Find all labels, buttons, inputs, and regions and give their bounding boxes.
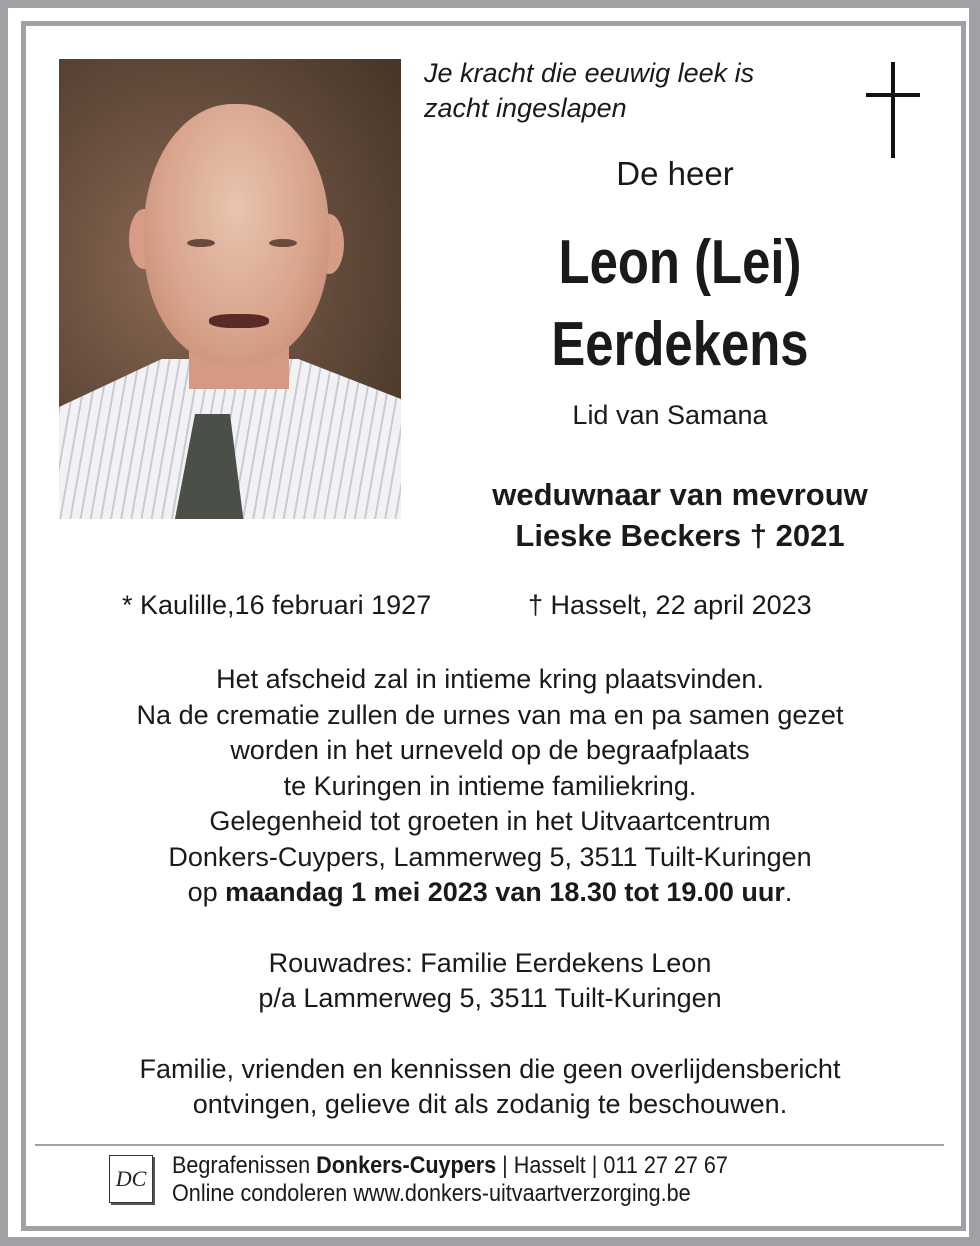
birth-info: * Kaulille,16 februari 1927 bbox=[122, 590, 432, 620]
funeral-home-footer bbox=[172, 1152, 728, 1208]
epigraph-line: zacht ingeslapen bbox=[424, 93, 627, 123]
funeral-home-logo: DC bbox=[109, 1155, 153, 1203]
visit-prefix: op bbox=[187, 877, 226, 907]
footer-prefix: Begrafenissen bbox=[172, 1152, 317, 1179]
footer-line-1 bbox=[172, 1152, 728, 1180]
photo-mouth bbox=[209, 314, 269, 328]
death-info: † Hasselt, 22 april 2023 bbox=[528, 590, 812, 620]
widower-line: Lieske Beckers † 2021 bbox=[515, 518, 845, 553]
text-line: te Kuringen in intieme familiekring. bbox=[283, 770, 697, 801]
salutation: De heer bbox=[616, 155, 734, 192]
visit-line bbox=[40, 875, 940, 911]
widower-of bbox=[420, 474, 940, 556]
visit-suffix: . bbox=[784, 877, 793, 907]
footer-company: Donkers-Cuypers bbox=[316, 1152, 497, 1179]
portrait-photo bbox=[59, 59, 401, 519]
name-line: Leon (Lei) bbox=[558, 228, 802, 297]
name-line: Eerdekens bbox=[551, 310, 809, 379]
footer-website[interactable]: Online condoleren www.donkers-uitvaartverzorging.be bbox=[172, 1180, 691, 1207]
cross-icon bbox=[866, 93, 920, 97]
epigraph bbox=[424, 56, 754, 126]
text-line: Na de crematie zullen de urnes van ma en pa samen gezet bbox=[136, 699, 844, 730]
mourning-address: Rouwadres: Familie Eerdekens Leon bbox=[268, 947, 712, 978]
membership: Lid van Samana bbox=[572, 400, 768, 430]
cross-icon bbox=[891, 62, 895, 158]
epigraph-line: Je kracht die eeuwig leek is bbox=[424, 58, 755, 88]
text-line: Gelegenheid tot groeten in het Uitvaartcentrum bbox=[209, 806, 771, 836]
text-line: worden in het urneveld op de begraafplaats bbox=[230, 735, 750, 765]
announcement-text bbox=[40, 662, 940, 1123]
closing-line: Familie, vrienden en kennissen die geen overlijdensbericht bbox=[139, 1053, 841, 1084]
divider bbox=[35, 1144, 944, 1146]
photo-eye bbox=[269, 239, 297, 247]
photo-eye bbox=[187, 239, 215, 247]
mourning-address: p/a Lammerweg 5, 3511 Tuilt-Kuringen bbox=[258, 983, 722, 1013]
widower-line: weduwnaar van mevrouw bbox=[492, 477, 868, 512]
footer-contact: | Hasselt | 011 27 27 67 bbox=[496, 1152, 728, 1179]
closing-line: ontvingen, gelieve dit als zodanig te beschouwen. bbox=[192, 1089, 788, 1119]
text-line: Donkers-Cuypers, Lammerweg 5, 3511 Tuilt-Kuringen bbox=[168, 841, 812, 872]
deceased-name bbox=[516, 222, 844, 386]
text-line: Het afscheid zal in intieme kring plaatsvinden. bbox=[216, 664, 764, 694]
visit-time: maandag 1 mei 2023 van 18.30 tot 19.00 uur bbox=[225, 877, 785, 907]
